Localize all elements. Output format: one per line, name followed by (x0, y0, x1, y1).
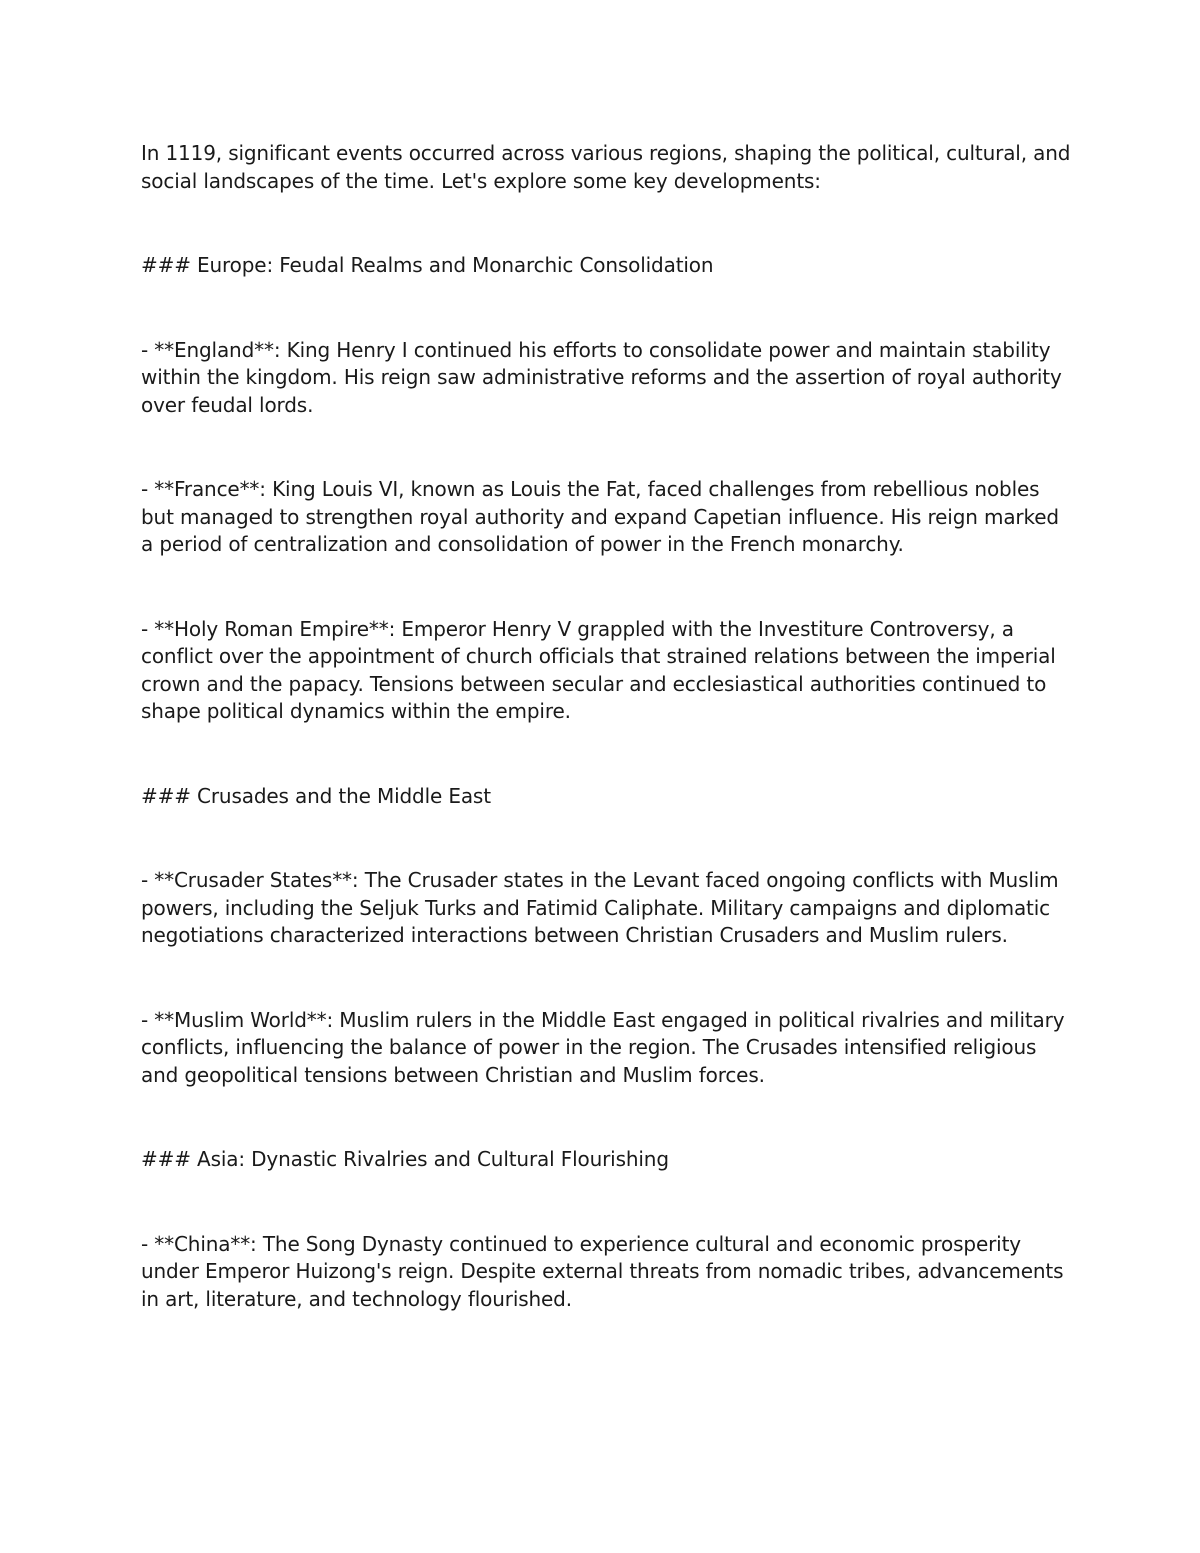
paragraph-france: - **France**: King Louis VI, known as Louis the Fat, faced challenges from rebellious nobles but managed to strengthen royal authority and expand Capetian influence. His reign marked a period of centralization and consolidation of power in the French monarchy. (141, 477, 1059, 556)
paragraph-holy-roman-empire: - **Holy Roman Empire**: Emperor Henry V grappled with the Investiture Controversy, a conflict over the appointment of church officials that strained relations between the imperial crown and the papacy. Tensions between secular and ecclesiastical authorities continued to shape political dynamics within the empire. (141, 616, 1056, 723)
section-heading-asia: ### Asia: Dynastic Rivalries and Cultural Flourishing (141, 1147, 669, 1171)
paragraph-england: - **England**: King Henry I continued his efforts to consolidate power and maintain stability within the kingdom. His reign saw administrative reforms and the assertion of royal authority over feudal lords. (141, 337, 1062, 417)
paragraph-china: - **China**: The Song Dynasty continued to experience cultural and economic prosperity under Emperor Huizong's reign. Despite external threats from nomadic tribes, advancements in art, literature, and technology flourished. (141, 1231, 1064, 1311)
section-heading-europe: ### Europe: Feudal Realms and Monarchic Consolidation (141, 253, 714, 277)
document-body (141, 140, 1071, 1313)
intro-paragraph: In 1119, significant events occurred across various regions, shaping the political, cultural, and social landscapes of the time. Let's explore some key developments: (141, 141, 1071, 193)
section-heading-crusades: ### Crusades and the Middle East (141, 783, 491, 808)
paragraph-crusader-states: - **Crusader States**: The Crusader states in the Levant faced ongoing conflicts with Muslim powers, including the Seljuk Turks and Fatimid Caliphate. Military campaigns and diplomatic negotiations characterized interactions between Christian Crusaders and Muslim rulers. (141, 868, 1059, 947)
paragraph-muslim-world: - **Muslim World**: Muslim rulers in the Middle East engaged in political rivalries and military conflicts, influencing the balance of power in the region. The Crusades intensified religious and geopolitical tensions between Christian and Muslim forces. (141, 1007, 1065, 1087)
